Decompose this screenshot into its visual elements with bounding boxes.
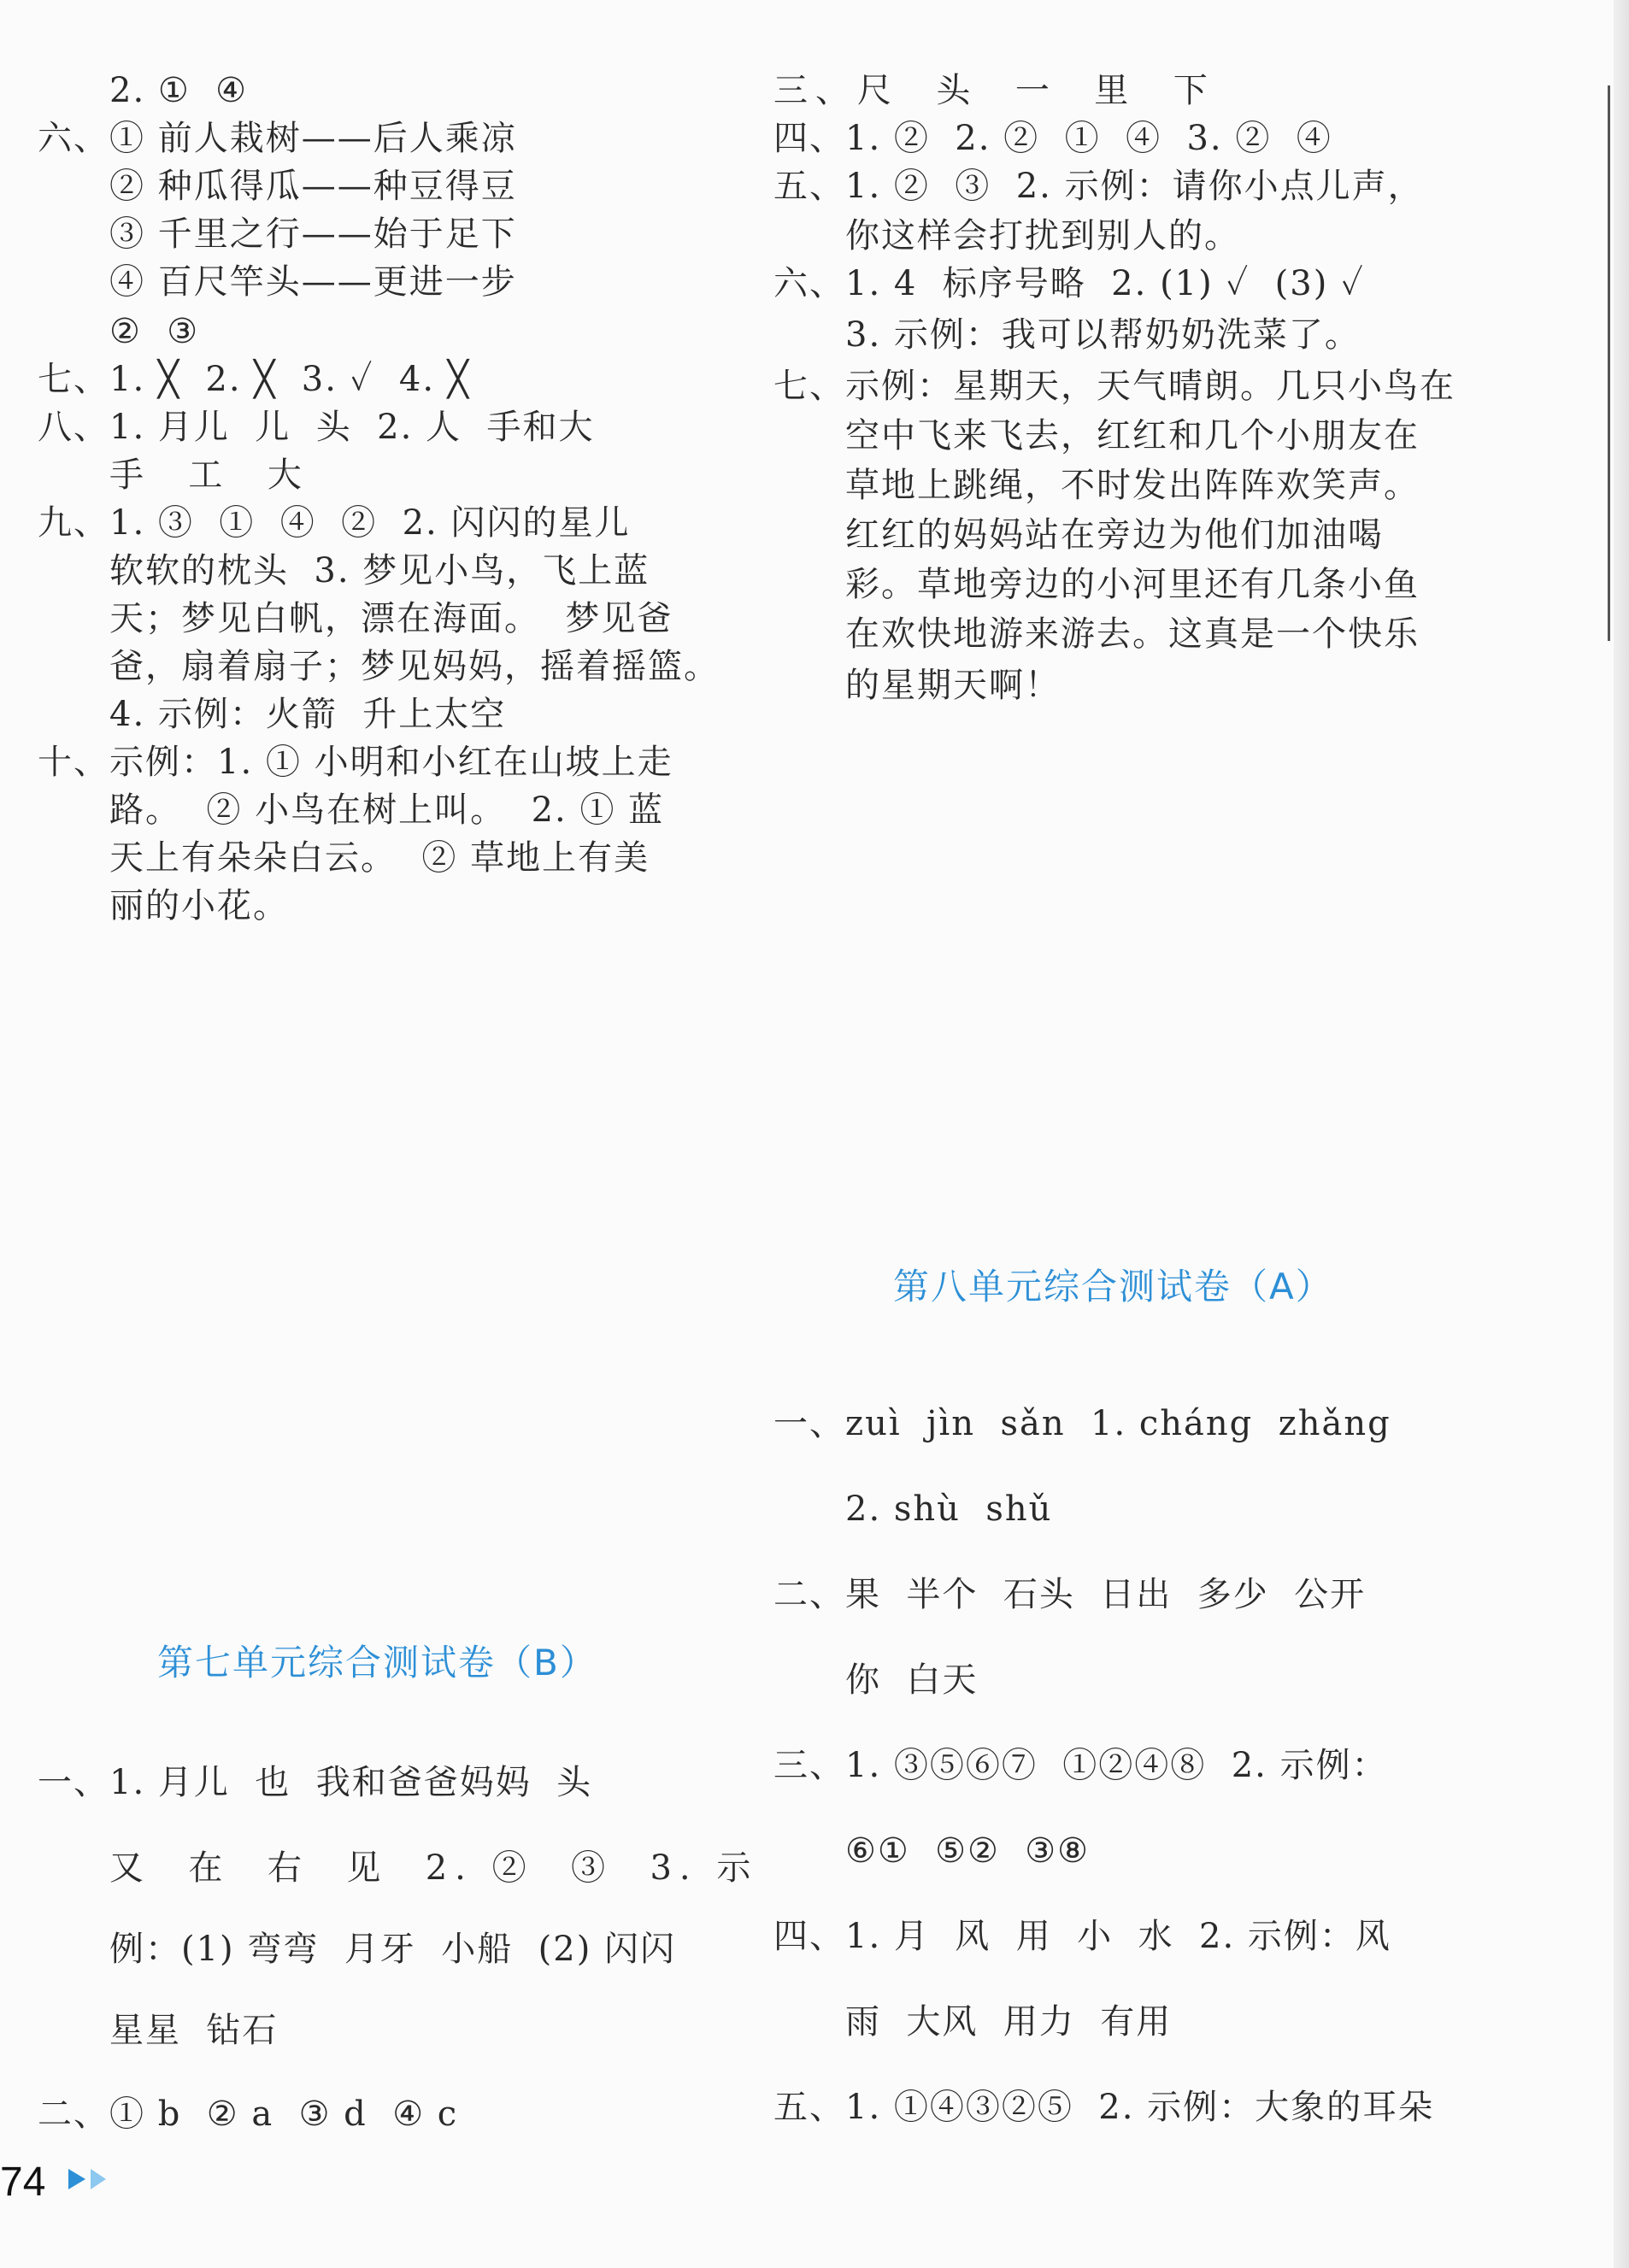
answer-line: 手 工 大 [109,455,309,495]
answer-line: 四、1. 月 风 用 小 水 2. 示例：风 [773,1917,1391,1956]
answer-line: 4. 示例：火箭 升上太空 [109,695,507,734]
answer-line: 的星期天啊！ [845,666,1061,705]
answer-line: 你这样会打扰到别人的。 [845,216,1240,256]
section-heading: 第七单元综合测试卷（B） [157,1642,597,1683]
answer-line: 二、果 半个 石头 日出 多少 公开 [773,1575,1367,1614]
answer-line: 天上有朵朵白云。 ② 草地上有美 [109,838,650,878]
answer-line: ④ 百尺竿头——更进一步 [109,262,517,302]
answer-line: 2. ① ④ [109,71,249,110]
answer-line: 五、1. ② ③ 2. 示例：请你小点儿声， [773,167,1424,206]
answer-line: 九、1. ③ ① ④ ② 2. 闪闪的星儿 [38,503,631,543]
answer-line: 五、1. ①④③②⑤ 2. 示例：大象的耳朵 [773,2088,1435,2127]
answer-line: 六、1. 4 标序号略 2. (1) ✓ (3) ✓ [773,264,1365,303]
answer-line: ⑥① ⑤② ③⑧ [845,1831,1091,1871]
page-edge [1614,0,1629,2268]
answer-line: 空中飞来飞去，红红和几个小朋友在 [845,416,1420,455]
answer-line: 红红的妈妈站在旁边为他们加油喝 [845,515,1384,555]
answer-line: ② ③ [109,312,200,351]
answer-line: 三、尺 头 一 里 下 [773,71,1215,110]
answer-line: 星星 钻石 [109,2011,279,2050]
answer-line: 十、示例：1. ① 小明和小红在山坡上走 [38,743,673,782]
answer-line: 三、1. ③⑤⑥⑦ ①②④⑧ 2. 示例： [773,1746,1388,1785]
binding-line [1608,85,1610,641]
answer-line: 七、示例：星期天，天气晴朗。几只小鸟在 [773,367,1456,406]
answer-line: 爸，扇着扇子；梦见妈妈，摇着摇篮。 [109,647,720,686]
answer-line: 在欢快地游来游去。这真是一个快乐 [845,614,1420,654]
triangle-right-icon [68,2169,85,2189]
page-number: 74 [0,2159,46,2205]
answer-line: 草地上跳绳，不时发出阵阵欢笑声。 [845,466,1420,505]
answer-line: 3. 示例：我可以帮奶奶洗菜了。 [845,315,1361,355]
answer-line: ③ 千里之行——始于足下 [109,214,517,254]
answer-line: 你 白天 [845,1660,979,1700]
answer-line: 六、① 前人栽树——后人乘凉 [38,119,517,158]
section-heading: 第八单元综合测试卷（A） [893,1266,1333,1307]
answer-line: 2. shù shǔ [845,1489,1053,1529]
answer-line: 雨 大风 用力 有用 [845,2002,1173,2042]
answer-line: 七、1. ╳ 2. ╳ 3. ✓ 4. ╳ [38,360,470,399]
answer-line: 又 在 右 见 2. ② ③ 3. 示 [109,1848,759,1888]
triangle-right-icon [91,2169,106,2189]
answer-line: 二、① b ② a ③ d ④ c [38,2095,459,2134]
answer-line: 天；梦见白帆，漂在海面。 梦见爸 [109,599,673,638]
double-triangle-right-icon [68,2169,111,2193]
answer-line: 四、1. ② 2. ② ① ④ 3. ② ④ [773,119,1332,158]
answer-line: 丽的小花。 [109,886,289,925]
answer-line: ② 种瓜得瓜——种豆得豆 [109,167,517,206]
answer-line: 软软的枕头 3. 梦见小鸟，飞上蓝 [109,551,650,591]
answer-line: 一、1. 月儿 也 我和爸爸妈妈 头 [38,1763,593,1802]
answer-line: 八、1. 月儿 儿 头 2. 人 手和大 [38,408,595,447]
answer-line: 例：(1) 弯弯 月牙 小船 (2) 闪闪 [109,1930,677,1969]
answer-line: 一、zuì jìn sǎn 1. cháng zhǎng [773,1404,1391,1443]
answer-line: 路。 ② 小鸟在树上叫。 2. ① 蓝 [109,790,665,830]
answer-line: 彩。草地旁边的小河里还有几条小鱼 [845,565,1420,604]
